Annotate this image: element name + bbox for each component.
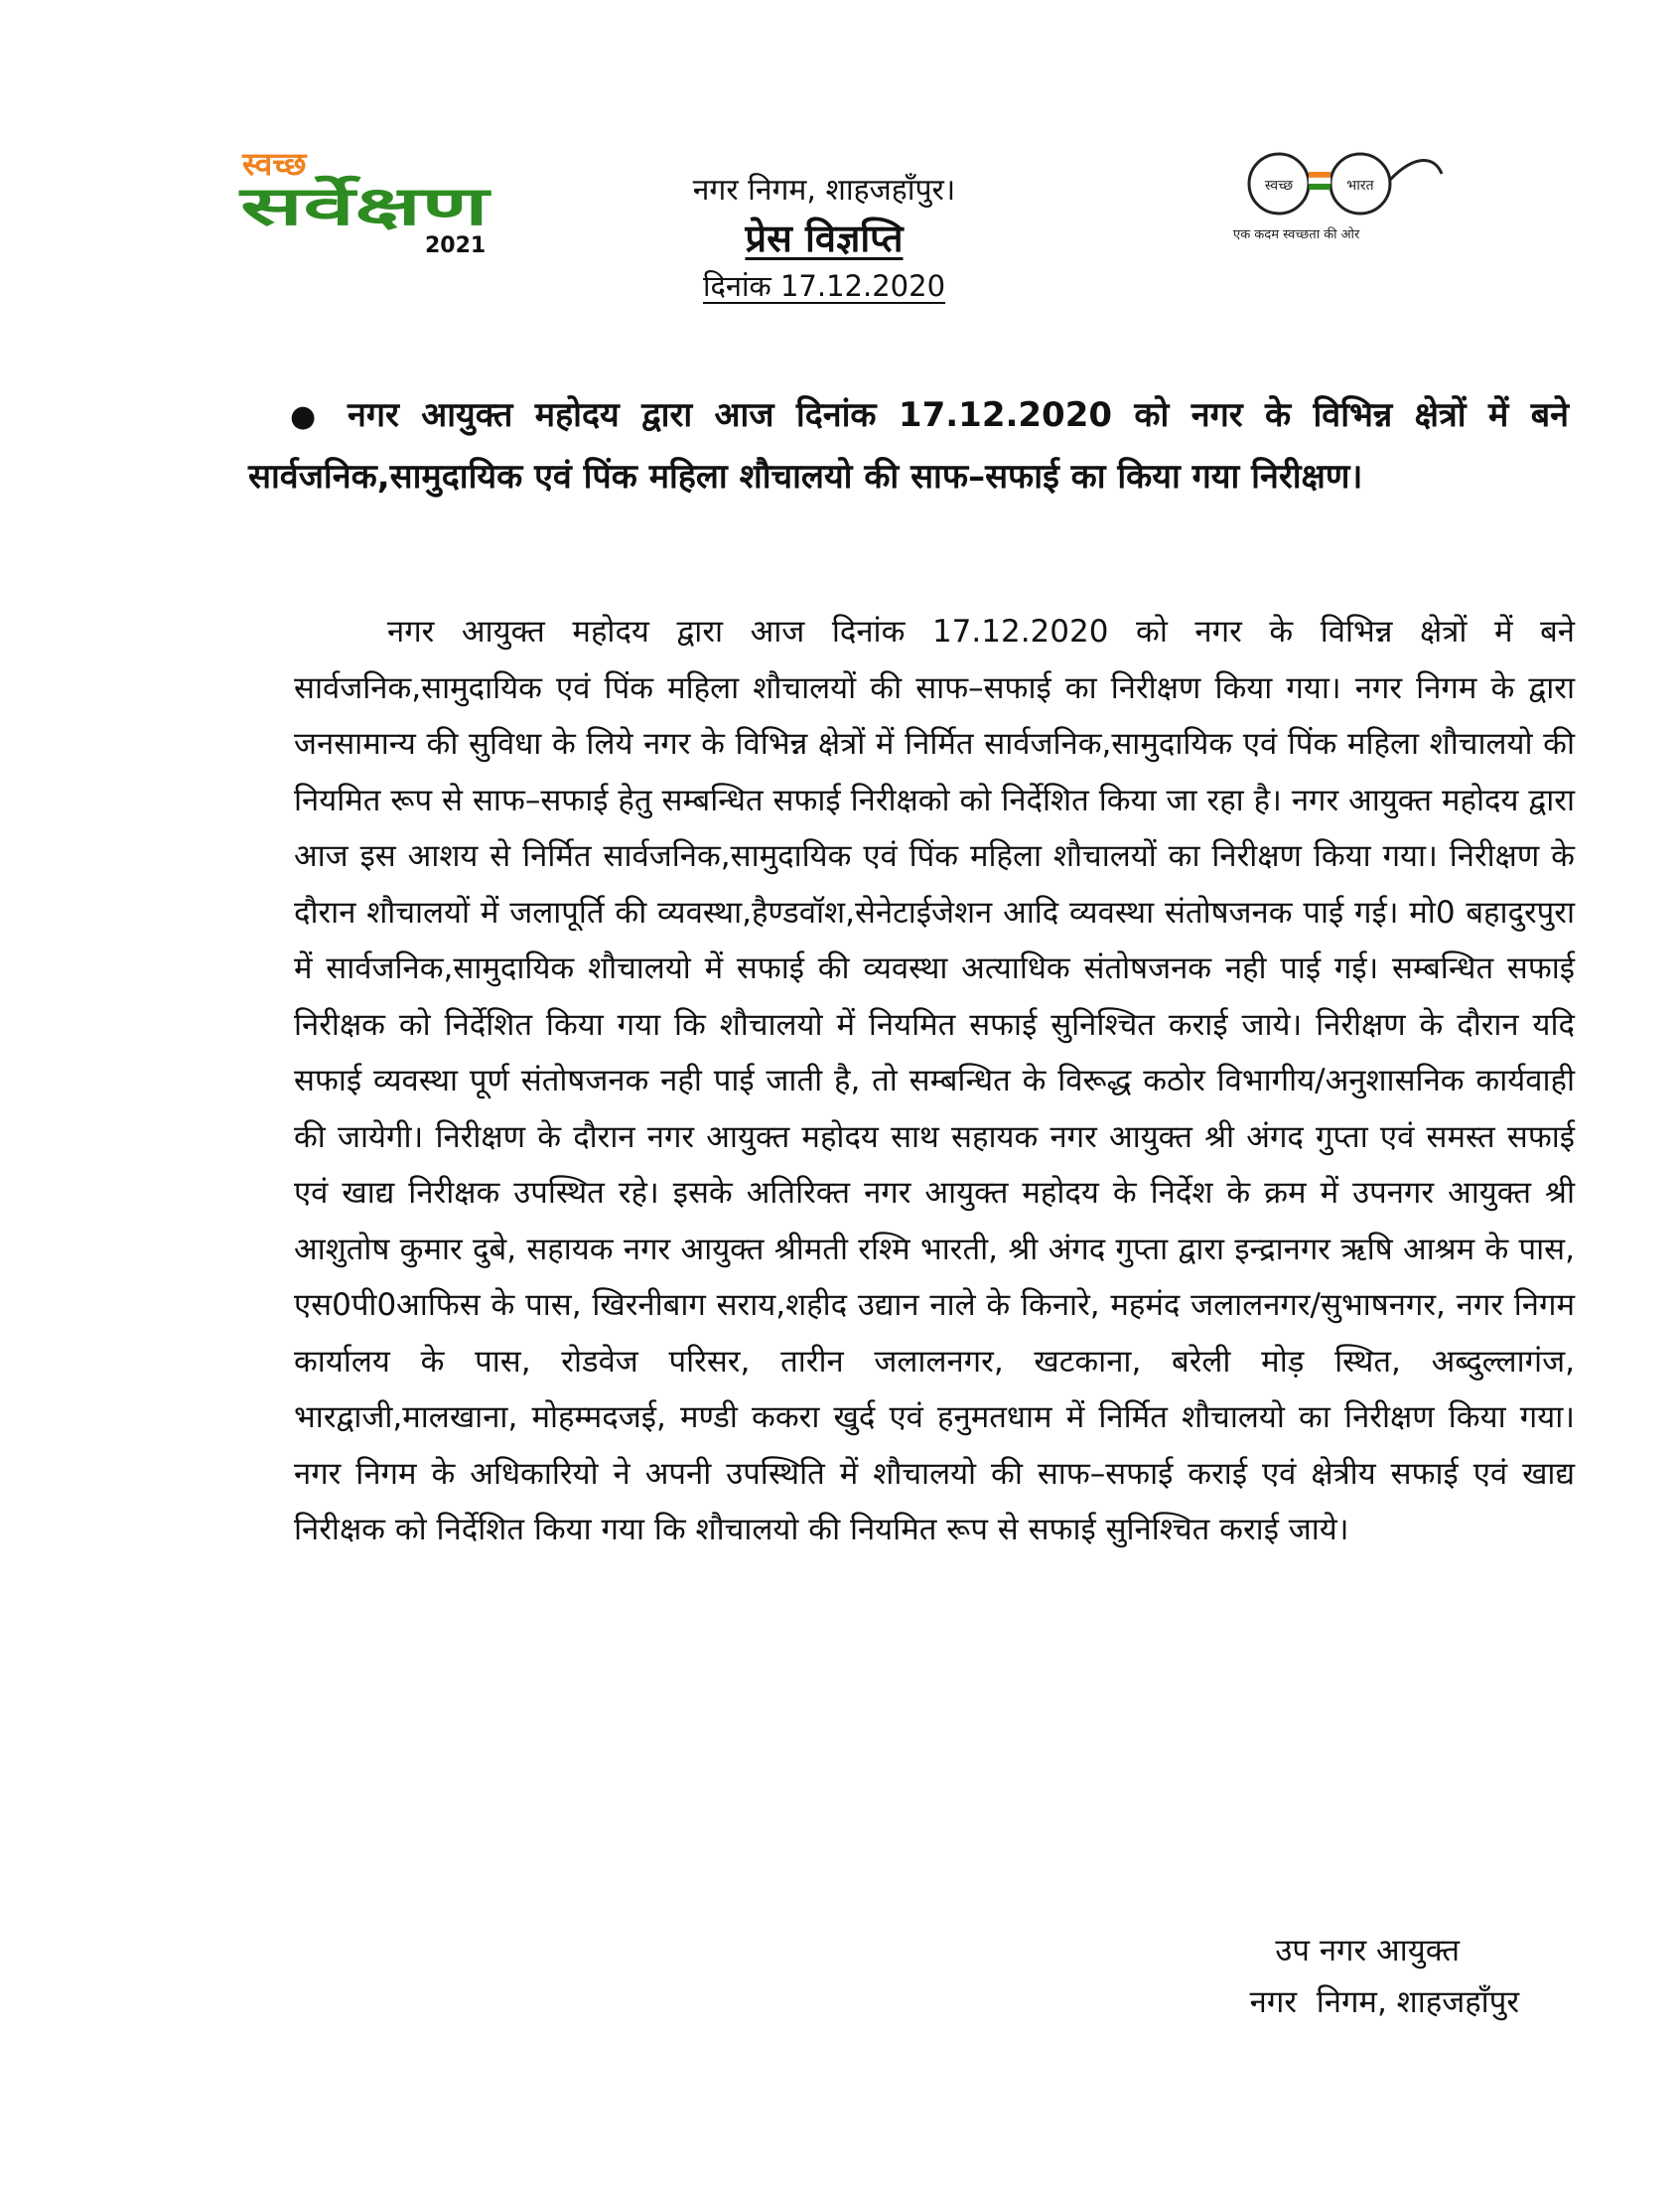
logo-swachh-text: स्वच्छ xyxy=(242,145,307,183)
logo-lens-left-text: स्वच्छ xyxy=(1264,178,1294,194)
logo-tagline-text: एक कदम स्वच्छता की ओर xyxy=(1233,227,1360,242)
organization-name: नगर निगम, शाहजहाँपुर। xyxy=(692,173,956,208)
release-date: दिनांक 17.12.2020 xyxy=(702,269,946,303)
press-release-title: प्रेस विज्ञप्ति xyxy=(745,217,904,260)
bullet-icon: ● xyxy=(290,399,317,434)
tricolor-bridge-icon xyxy=(1309,172,1330,190)
body-paragraph: नगर आयुक्त महोदय द्वारा आज दिनांक 17.12.2020 को नगर के विभिन्न क्षेत्रों में बने सार्वजनिक,सामुदायिक एवं पिंक महिला शौचालयों की साफ–सफाई का निरीक्षण किया गया। नगर निगम के द्वारा जनसामान्य की सुविधा के लिये नगर के विभिन्न क्षेत्रों में निर्मित सार्वजनिक,सामुदायिक एवं पिंक महिला शौचालयो की नियमित रूप से साफ–सफाई हेतु सम्बन्धित सफाई निरीक्षको को निर्देशित किया जा रहा है। नगर आयुक्त महोदय द्वारा आज इस आशय से निर्मित सार्वजनिक,सामुदायिक एवं पिंक महिला शौचालयों का निरीक्षण किया गया। निरीक्षण के दौरान शौचालयों में जलापूर्ति की व्यवस्था,हैण्डवॉश,सेनेटाईजेशन आदि व्यवस्था संतोषजनक पाई गई। मो0 बहादुरपुरा में सार्वजनिक,सामुदायिक शौचालयो में सफाई की व्यवस्था अत्याधिक संतोषजनक नही पाई गई। सम्बन्धित सफाई निरीक्षक को निर्देशित किया गया कि शौचालयो में नियमित सफाई सुनिश्चित कराई जाये। निरीक्षण के दौरान यदि सफाई व्यवस्था पूर्ण संतोषजनक नही पाई जाती है, तो सम्बन्धित के विरूद्ध कठोर विभागीय/अनुशासनिक कार्यवाही की जायेगी। निरीक्षण के दौरान नगर आयुक्त महोदय साथ सहायक नगर आयुक्त श्री अंगद गुप्ता एवं समस्त सफाई एवं खाद्य निरीक्षक उपस्थित रहे। इसके अतिरिक्त नगर आयुक्त महोदय के निर्देश के क्रम में उपनगर आयुक्त श्री आशुतोष कुमार दुबे, सहायक नगर आयुक्त श्रीमती रश्मि भारती, श्री अंगद गुप्ता द्वारा इन्द्रानगर ऋषि आश्रम के पास, एस0पी0आफिस के पास, खिरनीबाग सराय,शहीद उद्यान नाले के किनारे, महमंद जलालनगर/सुभाषनगर, नगर निगम कार्यालय के पास, रोडवेज परिसर, तारीन जलालनगर, खटकाना, बरेली मोड़ स्थित, अब्दुल्लागंज, भारद्वाजी,मालखाना, मोहम्मदजई, मण्डी ककरा खुर्द एवं हनुमतधाम में निर्मित शौचालयो का निरीक्षण किया गया। नगर निगम के अधिकारियो ने अपनी उपस्थिति में शौचालयो की साफ–सफाई कराई एवं क्षेत्रीय सफाई एवं खाद्य निरीक्षक को निर्देशित किया गया कि शौचालयो की नियमित रूप से सफाई सुनिश्चित कराई जाये। xyxy=(294,614,1575,1547)
signatory-designation: उप नगर आयुक्त xyxy=(1275,1933,1460,1968)
document-header xyxy=(556,169,1092,308)
signature-block xyxy=(1142,1925,1519,2028)
headline xyxy=(248,385,1569,507)
logo-lens-right-text: भारत xyxy=(1346,178,1374,194)
logo-year-text: 2021 xyxy=(425,233,487,258)
logo-survekshan-text: सर्वेक्षण xyxy=(238,175,492,237)
swachh-bharat-logo xyxy=(1221,144,1445,253)
swachh-survekshan-logo xyxy=(236,139,504,258)
signatory-office: नगर निगम, शाहजहाँपुर xyxy=(1249,1984,1519,2020)
headline-text: नगर आयुक्त महोदय द्वारा आज दिनांक 17.12.2020 को नगर के विभिन्न क्षेत्रों में बने सार्वजनिक,सामुदायिक एवं पिंक महिला शौचालयो की साफ–सफाई का किया गया निरीक्षण। xyxy=(248,395,1569,497)
